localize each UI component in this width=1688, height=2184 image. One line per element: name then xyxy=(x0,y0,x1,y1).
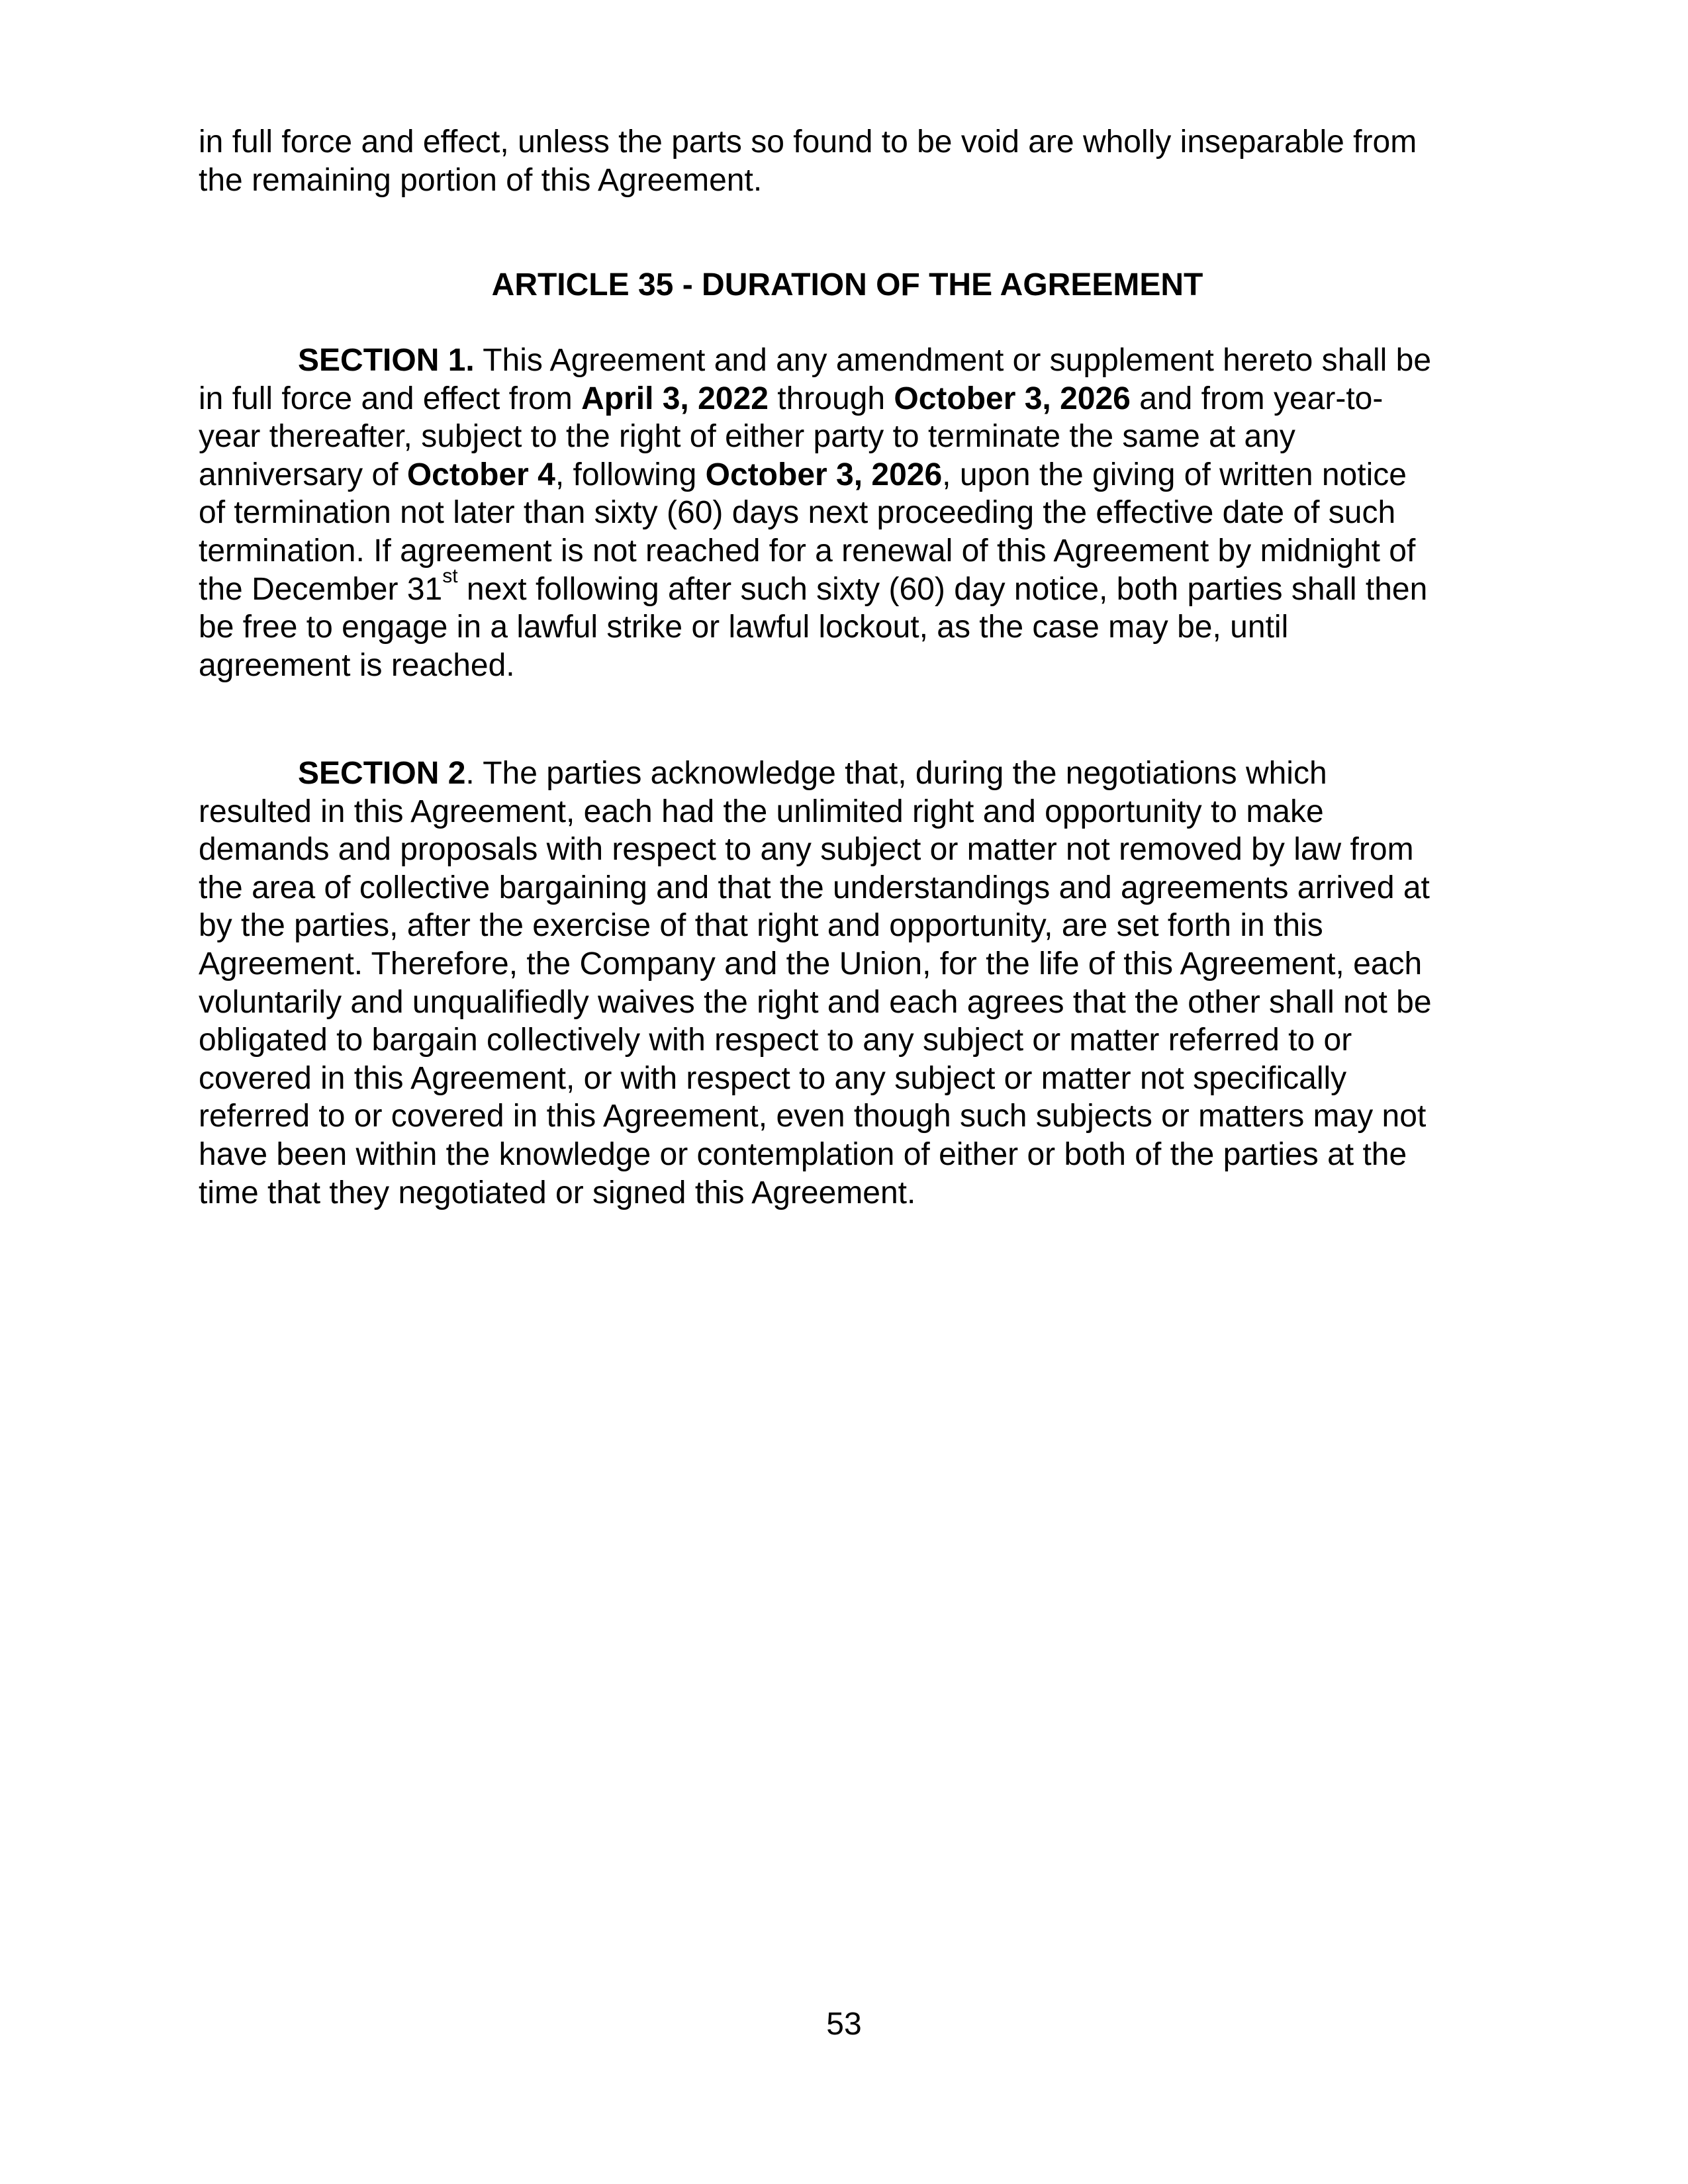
paragraph-line: termination. If agreement is not reached for a renewal of this Agreement by midnight of xyxy=(199,533,1416,569)
paragraph-line: the December 31st next following after such sixty (60) day notice, both parties shall then xyxy=(199,565,1428,607)
paragraph-line: the area of collective bargaining and that the understandings and agreements arrived at xyxy=(199,870,1430,905)
ordinal-suffix: st xyxy=(442,565,458,587)
section-2-paragraph xyxy=(199,754,1496,1212)
paragraph-line: voluntarily and unqualifiedly waives the right and each agrees that the other shall not be xyxy=(199,984,1432,1020)
article-heading: ARTICLE 35 - DURATION OF THE AGREEMENT xyxy=(491,267,1203,302)
paragraph-line: agreement is reached. xyxy=(199,647,515,683)
continuation-paragraph xyxy=(199,123,1496,199)
anniversary-date: October 4 xyxy=(406,457,555,492)
paragraph-line: obligated to bargain collectively with respect to any subject or matter referred to or xyxy=(199,1023,1352,1058)
paragraph-line: time that they negotiated or signed this Agreement. xyxy=(199,1175,916,1210)
paragraph-line: in full force and effect from April 3, 2022 through October 3, 2026 and from year-to- xyxy=(199,381,1383,416)
paragraph-line: resulted in this Agreement, each had the unlimited right and opportunity to make xyxy=(199,794,1324,829)
paragraph-line: be free to engage in a lawful strike or lawful lockout, as the case may be, until xyxy=(199,610,1289,645)
following-date: October 3, 2026 xyxy=(705,457,943,492)
section-label: SECTION 2 xyxy=(298,756,466,791)
paragraph-line: SECTION 1. This Agreement and any amendment or supplement hereto shall be xyxy=(298,343,1432,378)
page-number: 53 xyxy=(826,2007,862,2042)
paragraph-line: demands and proposals with respect to any subject or matter not removed by law from xyxy=(199,832,1414,868)
end-date: October 3, 2026 xyxy=(894,381,1131,416)
paragraph-line: the remaining portion of this Agreement. xyxy=(199,162,763,198)
paragraph-line: Agreement. Therefore, the Company and the Union, for the life of this Agreement, each xyxy=(199,946,1423,981)
section-label: SECTION 1. xyxy=(298,343,475,378)
paragraph-line: of termination not later than sixty (60) days next proceeding the effective date of such xyxy=(199,495,1396,531)
paragraph-line: by the parties, after the exercise of that right and opportunity, are set forth in this xyxy=(199,908,1323,944)
paragraph-line: in full force and effect, unless the parts so found to be void are wholly inseparable from xyxy=(199,124,1417,159)
paragraph-line: referred to or covered in this Agreement, even though such subjects or matters may not xyxy=(199,1099,1427,1134)
paragraph-line: anniversary of October 4, following October 3, 2026, upon the giving of written notice xyxy=(199,457,1407,492)
paragraph-line: have been within the knowledge or contemplation of either or both of the parties at the xyxy=(199,1136,1407,1172)
paragraph-line: SECTION 2. The parties acknowledge that, during the negotiations which xyxy=(298,756,1327,791)
section-1-paragraph xyxy=(199,341,1496,684)
paragraph-line: year thereafter, subject to the right of either party to terminate the same at any xyxy=(199,419,1295,455)
paragraph-line: covered in this Agreement, or with respect to any subject or matter not specifically xyxy=(199,1060,1347,1096)
start-date: April 3, 2022 xyxy=(581,381,769,416)
